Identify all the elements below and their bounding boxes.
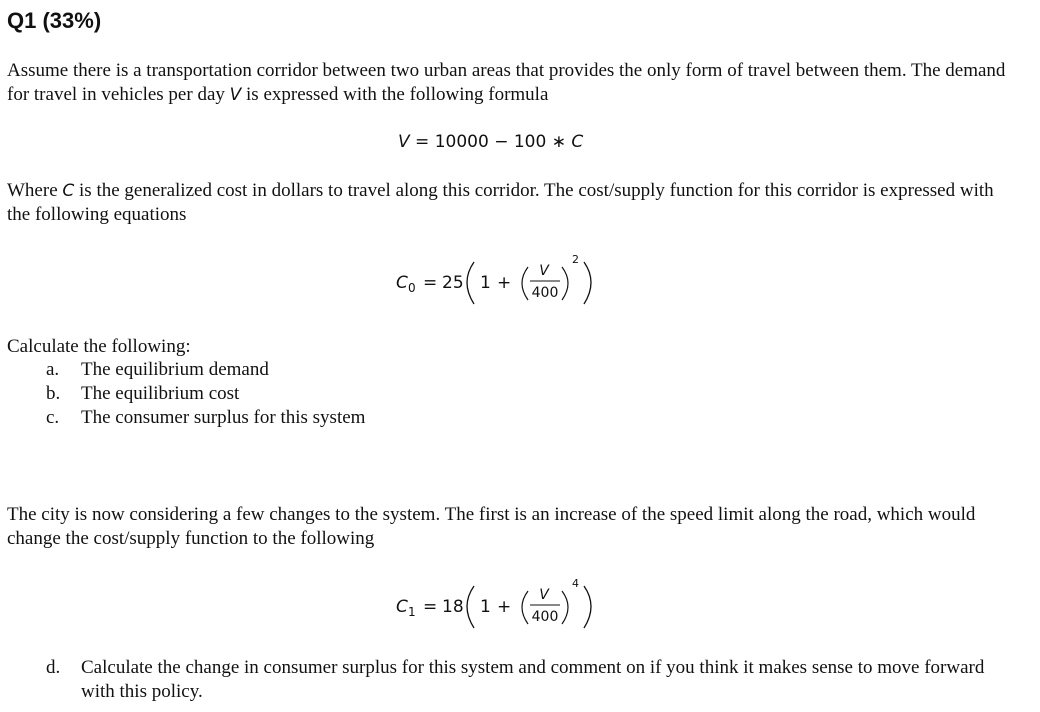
demand-eq-times: ∗ <box>551 132 566 152</box>
question-list-abc <box>46 358 365 430</box>
cost-definition-paragraph <box>7 179 1017 227</box>
cost-eq0-inner-paren-right <box>562 267 568 300</box>
cost-eq1-plus: + <box>497 597 512 617</box>
list-item <box>46 358 365 382</box>
cost-eq0-outer-paren-left <box>467 262 474 304</box>
cost-eq1-subscript: 1 <box>408 605 416 619</box>
cost-eq1-coefficient: 18 <box>442 597 464 617</box>
cost-eq0-outer-paren-right <box>584 262 591 304</box>
cost-eq0-coefficient: 25 <box>442 273 464 293</box>
list-item <box>46 406 365 430</box>
cost-equation-0-svg <box>394 250 604 310</box>
cost-eq1-numerator: V <box>539 587 549 603</box>
cost-eq0-lhs: C <box>396 273 408 293</box>
cost-equation-0 <box>394 250 604 310</box>
list-item-label: b. <box>46 383 61 404</box>
cost-def-variable-c: C <box>62 181 75 201</box>
cost-eq1-inner-paren-left <box>522 591 528 624</box>
question-heading: Q1 (33%) <box>7 8 102 33</box>
cost-eq0-numerator: V <box>539 263 549 279</box>
cost-eq1-denominator: 400 <box>531 609 559 625</box>
cost-equation-1 <box>394 574 604 634</box>
cost-eq0-plus: + <box>497 273 512 293</box>
demand-eq-coefficient: 100 <box>513 132 547 152</box>
cost-eq0-exponent: 2 <box>572 253 579 266</box>
cost-eq0-subscript: 0 <box>408 281 416 295</box>
list-item-text: The consumer surplus for this system <box>81 407 366 428</box>
cost-eq0-equals: = <box>423 273 438 293</box>
cost-equation-1-svg <box>394 574 604 634</box>
cost-eq1-one: 1 <box>480 597 491 617</box>
intro-text-start: Assume there is a transportation corridor between two urban areas that provides the only form of travel between them. The demand for travel in vehicles per day <box>7 60 1006 105</box>
intro-paragraph <box>7 59 1017 107</box>
calculate-prompt: Calculate the following: <box>7 336 191 357</box>
list-item <box>46 656 986 704</box>
demand-eq-constant: 10000 <box>434 132 489 152</box>
cost-eq1-outer-paren-right <box>584 586 591 628</box>
cost-eq0-one: 1 <box>480 273 491 293</box>
demand-eq-minus: − <box>494 132 509 152</box>
demand-eq-variable: C <box>571 132 584 152</box>
list-item <box>46 382 365 406</box>
cost-eq0-inner-paren-left <box>522 267 528 300</box>
list-item-text: The equilibrium demand <box>81 359 269 380</box>
demand-equation <box>398 130 583 154</box>
question-list-d <box>46 656 986 704</box>
list-item-text: The equilibrium cost <box>81 383 240 404</box>
cost-eq1-inner-paren-right <box>562 591 568 624</box>
demand-eq-lhs: V <box>398 132 410 152</box>
intro-text-end: is expressed with the following formula <box>246 84 549 105</box>
cost-eq1-exponent: 4 <box>572 577 579 590</box>
list-item-text: Calculate the change in consumer surplus for this system and comment on if you think it makes sense to move forward with this policy. <box>81 657 985 702</box>
list-item-label: c. <box>46 407 60 428</box>
cost-eq0-denominator: 400 <box>531 285 559 301</box>
list-item-label: a. <box>46 359 60 380</box>
cost-eq1-lhs: C <box>396 597 408 617</box>
cost-def-text-end: is the generalized cost in dollars to travel along this corridor. The cost/supply function for this corridor is expressed with the following equations <box>7 180 994 225</box>
demand-eq-equals: = <box>415 132 430 152</box>
list-item-label: d. <box>46 657 61 678</box>
cost-def-text-start: Where <box>7 180 58 201</box>
cost-eq1-outer-paren-left <box>467 586 474 628</box>
cost-eq1-equals: = <box>423 597 438 617</box>
intro-variable-v: V <box>229 85 242 105</box>
policy-change-paragraph: The city is now considering a few changes to the system. The first is an increase of the speed limit along the road, which would change the cost/supply function to the following <box>7 504 976 549</box>
